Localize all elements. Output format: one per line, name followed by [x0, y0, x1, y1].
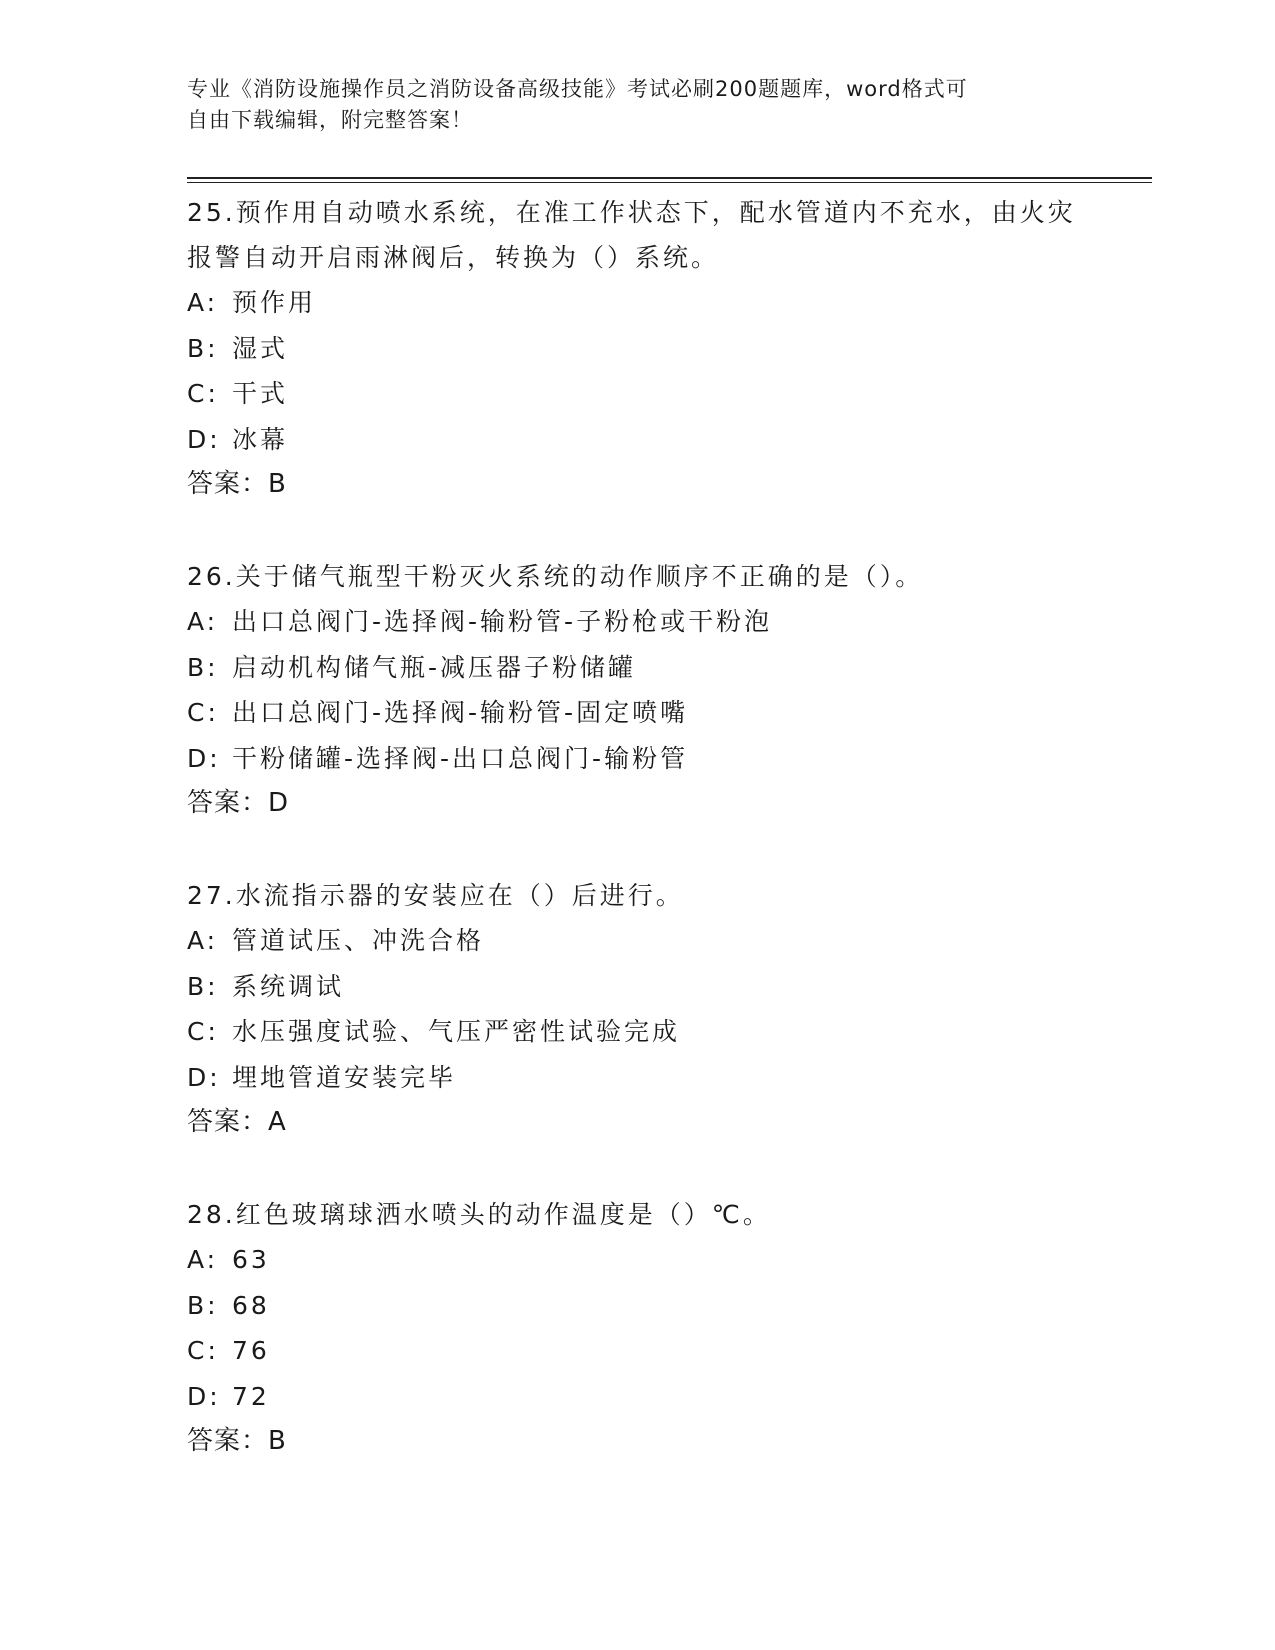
- question-stem: 27.水流指示器的安装应在（）后进行。: [187, 881, 684, 910]
- question-stem: 28.红色玻璃球洒水喷头的动作温度是（）℃。: [187, 1200, 771, 1229]
- option-text: 管道试压、冲洗合格: [232, 926, 485, 955]
- option-d: [187, 736, 1087, 782]
- option-letter: C:: [187, 1336, 219, 1365]
- question-stem: 25.预作用自动喷水系统，在准工作状态下，配水管道内不充水，由火灾报警自动开启雨淋阀后，转换为（）系统。: [187, 198, 1076, 272]
- option-letter: B:: [187, 1290, 219, 1320]
- option-text: 湿式: [232, 333, 289, 363]
- option-text: 预作用: [232, 288, 317, 317]
- question-stem: 26.关于储气瓶型干粉灭火系统的动作顺序不正确的是（）。: [187, 562, 924, 591]
- option-text: 埋地管道安装完毕: [232, 1062, 457, 1092]
- option-letter: B:: [187, 333, 219, 363]
- option-a: [187, 918, 1087, 964]
- option-text: 启动机构储气瓶-减压器子粉储罐: [232, 652, 637, 682]
- option-letter: C:: [187, 698, 219, 727]
- answer-line: 答案：B: [187, 1426, 287, 1456]
- option-letter: C:: [187, 379, 219, 408]
- option-letter: A:: [187, 926, 219, 955]
- option-text: 出口总阀门-选择阀-输粉管-固定喷嘴: [232, 698, 689, 727]
- option-letter: A:: [187, 1245, 219, 1274]
- question-list: [187, 190, 1087, 1511]
- option-text: 冰幕: [232, 424, 289, 454]
- option-a: [187, 1237, 1087, 1283]
- option-text: 出口总阀门-选择阀-输粉管-子粉枪或干粉泡: [232, 607, 773, 636]
- option-b: [187, 326, 1087, 372]
- answer-line: 答案：A: [187, 1107, 287, 1137]
- option-b: [187, 1283, 1087, 1329]
- option-letter: C:: [187, 1017, 219, 1046]
- option-text: 68: [232, 1290, 270, 1320]
- answer-line: 答案：D: [187, 788, 290, 818]
- header-divider-thick: [187, 177, 1152, 179]
- option-text: 76: [232, 1336, 270, 1365]
- header-line-2: 自由下载编辑，附完整答案！: [187, 108, 473, 132]
- option-letter: D:: [187, 424, 221, 454]
- option-text: 干式: [232, 379, 289, 408]
- option-letter: B:: [187, 652, 219, 682]
- header-divider-thin: [187, 182, 1152, 183]
- question-27: [187, 873, 1087, 1145]
- option-letter: D:: [187, 743, 221, 773]
- option-c: [187, 690, 1087, 736]
- option-text: 63: [232, 1245, 270, 1274]
- option-d: [187, 417, 1087, 463]
- option-text: 系统调试: [232, 971, 345, 1001]
- option-letter: B:: [187, 971, 219, 1001]
- option-d: [187, 1055, 1087, 1101]
- option-d: [187, 1374, 1087, 1420]
- option-b: [187, 964, 1087, 1010]
- question-26: [187, 554, 1087, 826]
- option-letter: A:: [187, 607, 219, 636]
- document-header: [187, 74, 1067, 136]
- option-b: [187, 645, 1087, 691]
- option-letter: D:: [187, 1062, 221, 1092]
- option-c: [187, 371, 1087, 417]
- option-letter: A:: [187, 288, 219, 317]
- answer-line: 答案：B: [187, 469, 287, 499]
- option-text: 水压强度试验、气压严密性试验完成: [232, 1017, 681, 1046]
- header-line-1: 专业《消防设施操作员之消防设备高级技能》考试必刷200题题库，word格式可: [187, 77, 968, 101]
- option-text: 72: [232, 1381, 270, 1411]
- option-text: 干粉储罐-选择阀-出口总阀门-输粉管: [232, 743, 689, 773]
- option-c: [187, 1009, 1087, 1055]
- option-a: [187, 599, 1087, 645]
- question-25: [187, 190, 1087, 507]
- option-c: [187, 1328, 1087, 1374]
- option-letter: D:: [187, 1381, 221, 1411]
- question-28: [187, 1192, 1087, 1464]
- option-a: [187, 280, 1087, 326]
